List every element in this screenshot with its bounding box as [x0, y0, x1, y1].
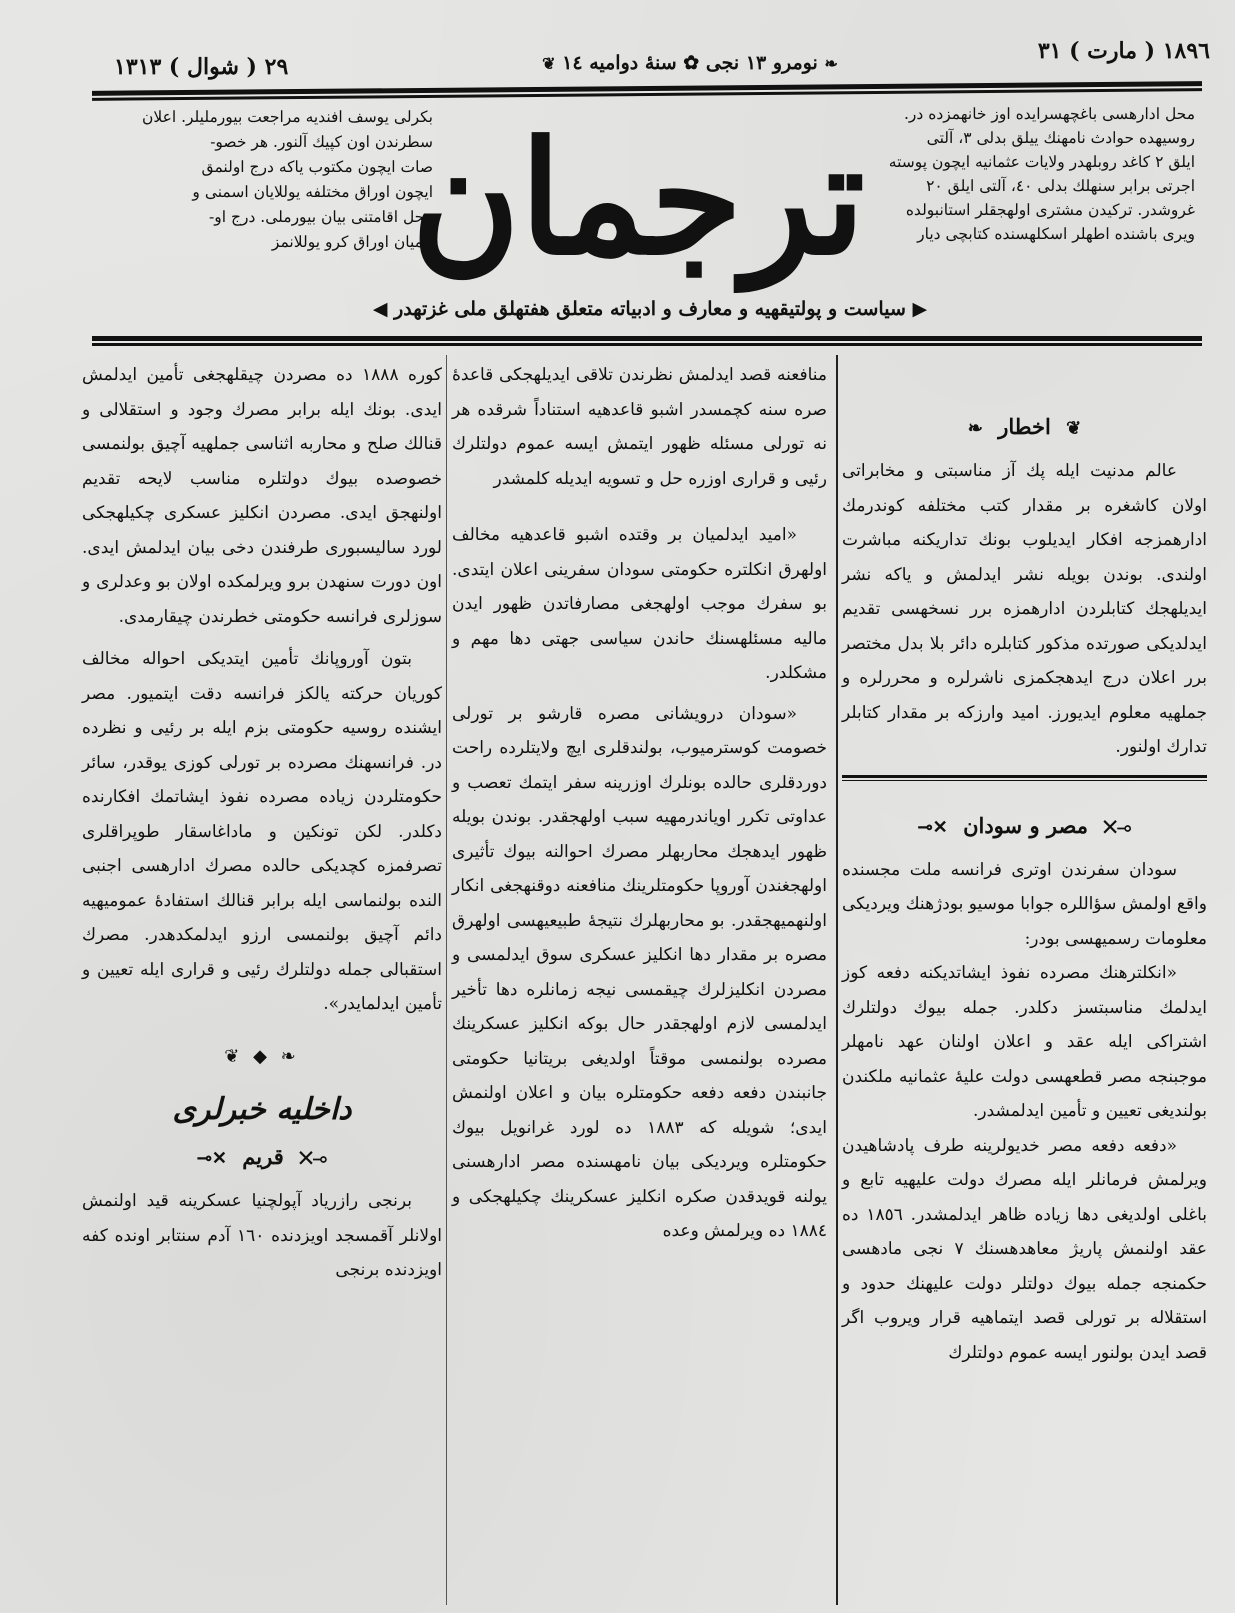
- domestic-news-title: داخلیه خبرلری: [172, 1092, 352, 1127]
- info-line: اجرتی برابر سنهلك بدلی ٤٠، آلتی ایلق ٢٠: [926, 177, 1195, 195]
- hijri-date: ٢٩ ( شوال ) ١٣١٣: [114, 54, 289, 80]
- subsection-paragraph: برنجی رازریاد آپولچنیا عسكرینه قید اولنمش اولانلر آقمسجد اویزدنده ١٦٠ آدم سنتابر اونده كفه اویزدنده برنجی: [82, 1191, 442, 1280]
- ornament-icon: ❧: [824, 54, 838, 73]
- subsection-heading: [82, 1142, 442, 1174]
- issue-text: نومرو ١٣ نجى ✿ سنهٔ دواميه ١٤: [562, 52, 818, 74]
- info-line: محل ادارهسی باغچهسرایده اوز خانهمزده در.: [903, 105, 1195, 123]
- arrow-right-icon: ◀: [372, 298, 388, 320]
- flourish-icon: ⟜✕: [299, 1148, 328, 1169]
- article-paragraph: «امید ایدلمیان بر وقتده اشبو قاعدهیه مخالف اولهرق انكلتره حكومتی سودان سفرینی اعلان ایتدی. بو سفرك موجب اولهجغی مصارفاتدن ظهور ایدن مالیه مسئلهسنك حاندن سیاسی جهتی دها مهم و مشكلدر.: [452, 525, 827, 683]
- flourish-icon: ✕⊸: [196, 1148, 227, 1169]
- masthead-rule: [92, 336, 1202, 343]
- section-rule: [842, 775, 1207, 781]
- article-paragraph: كوره ١٨٨٨ ده مصردن چیقلهجغی تأمین ایدلمش ایدی. بونك ایله برابر مصرك وجود و استقلالی و قنالك صلح و محاربه اثناسی جملهیه آچیق بولنمسی خصوصده بیوك دولتلره مناسب لایحه تقدیم اولنهجق ایدی. مصردن انكلیز عسكری چكیلهجكی لورد سالیسبوری طرفندن دخی بیان ایدلمش ایدی. اون دورت سنهدن برو ویرلمكده اولان بو وعدلری و سوزلری فرانسه حكومتی خطرندن چیقارمدی.: [82, 365, 442, 627]
- newspaper-title: ترجمان: [411, 106, 865, 290]
- gregorian-date: ١٨٩٦ ( مارت ) ٣١: [1037, 38, 1210, 64]
- info-line: سطرندن اون كپیك آلنور. هر خصو-: [210, 133, 433, 151]
- flourish-icon: ❦: [1066, 418, 1082, 439]
- arrow-left-icon: ▶: [912, 298, 928, 320]
- column-divider: [446, 355, 447, 1605]
- info-line: ویری باشنده اطهلر اسكلهسنده كتابچی دیار: [917, 225, 1195, 243]
- article-heading: [842, 811, 1207, 843]
- dateline: [100, 38, 1210, 78]
- info-line: صات ایچون مكتوب یاكه درج اولنمق: [201, 158, 433, 176]
- column-divider: [836, 355, 838, 1605]
- column-right: [842, 358, 1207, 1370]
- advertising-info: [88, 105, 433, 255]
- info-line: محل اقامتنی بیان بیورملی. درج او-: [209, 208, 433, 226]
- notice-heading: [842, 412, 1207, 444]
- info-line: لنمیان اوراق كرو یوللانمز: [271, 233, 433, 251]
- section-divider: ❧ ◆ ❦: [224, 1045, 300, 1067]
- flourish-icon: ⟜✕: [1103, 816, 1132, 838]
- info-line: غروشدر. تركیدن مشتری اولهجقلر استانبولده: [905, 201, 1195, 219]
- issue-number: [460, 52, 920, 74]
- info-line: بكرلی یوسف افندیه مراجعت بیورملیلر. اعلان: [141, 108, 433, 126]
- tagline-text: سیاست و پولتیقهیه و معارف و ادبیاته متعلق هفتهلق ملی غزتهدر: [394, 298, 906, 320]
- flourish-icon: ❧: [967, 418, 983, 439]
- info-line: ایلق ٢ كاغد روبلهدر ولایات عثمانیه ایچون پوسته: [888, 153, 1195, 171]
- flourish-icon: ✕⊸: [917, 816, 948, 838]
- article-paragraph: «سودان درویشانی مصره قارشو بر تورلی خصومت كوسترمیوب، بولندقلری ایچ ولایتلرده راحت دوردقلری حالده بونلرك اوزرینه سفر ایتمك تعصب و عداوتی تكرر اویاندرمهیه سبب اولهجقدر. بوندن بویله ظهور ایدهجك محاربهلر مصرك احوالنه بیوك تأثیری اولهجغندن آوروپا حكومتلرینك منافعنه دوقنهجغی انكار اولنهمیهجقدر. بو محاربهلرك نتیجهٔ طبیعیهسی اولهرق مصره بر مقدار دها انكلیز عسكری سوق ایدلمسی و مصردن انكلیزلرك چیقمسی نیجه زمانلره دها تأخیر ایدلمسی لازم اولهجقدر حال بوكه انكلیز عسكرینك مصرده بولنمسی موقتاً اولدیغی بریتانیا حكومتی جانبندن دفعه دفعه حكومتلره بیان و اعلان اولنمش ایدی؛ شویله كه ١٨٨٣ ده لورد غرانویل بیوك حكومتلره ویردیكی بیان نامهسنده مصر ادارهسنی یولنه قویدقدن صكره انكلیز عسكرینك چكیلهجكی و ١٨٨٤ ده ویرلمش وعده: [452, 703, 827, 1241]
- article-paragraph: «انكلترهنك مصرده نفوذ ایشاتدیكنه دفعه كوز ایدلمك مناسبتسز دكلدر. جمله بیوك دولتلرك اشتراكی ایله عقد و اعلان اولنان عهد نامهلر موجبنجه مصر قطعهسی دولت علیهٔ عثمانیه ملكندن بولندیغی تعیین و تأمین ایدلمشدر.: [842, 963, 1207, 1121]
- article-title: مصر و سودان: [963, 812, 1088, 838]
- article-paragraph: بتون آوروپانك تأمین ایتدیكی احواله مخالف كوریان حركته یالكز فرانسه دقت ایتمیور. مصر ایشنده روسیه حكومتی بزم ایله بر رئیی و نظرده در. فرانسهنك مصرده بر تورلی كوزی یوقدر، سائر حكومتلردن زیاده مصرده نفوذ ایشاتمك افكارنده دكلدر. لكن تونكین و ماداغاسقار طوپراقلری تصرفمزه كچدیكی حالده مصرك ادارهسی اجنبی النده بولنماسی ایله برابر قنالك استفادهٔ عمومیهیه دائم آچیق بولنمسی ارزو ایدلمكدهدر. مصرك استقبالی جمله دولتلرك رئیی و قراری ایله تعیین و تأمین ایدلمایدر».: [82, 649, 442, 1014]
- article-paragraph: منافعنه قصد ایدلمش نظرندن تلاقی ایدیلهجكی قاعدهٔ صره سنه كچمسدر اشبو قاعدهیه استناداً شرقده هر نه تورلی مسئله ظهور ایتمش ایسه عموم دولتلرك رئیی و قراری اوزره حل و تسویه ایدیله كلمشدر: [452, 365, 827, 489]
- column-middle: [452, 358, 827, 1249]
- notice-title: اخطار: [998, 414, 1051, 439]
- ornament-icon: ❦: [542, 54, 556, 73]
- subsection-title: قریم: [242, 1144, 284, 1169]
- article-paragraph: «دفعه دفعه مصر خدیولرینه طرف پادشاهیدن ویرلمش فرمانلر ایله مصرك دولت علیهیه تابع و باغلی اولدیغی دها زیاده ظاهر ایدلمشدر. ١٨٥٦ ده عقد اولنمش پاریژ معاهدهسنك ٧ نجی مادهسی حكمنجه جمله بیوك دولتلر دولت علیهنك حدود و استقلاله بر تورلی قصد ایتماهیه قرار ویروب اگر قصد ایدن بولنور ایسه عموم دولتلرك: [842, 1135, 1207, 1363]
- subscription-info: [850, 102, 1195, 246]
- info-line: روسیهده حوادث نامهنك ییلق بدلی ٣، آلتی: [926, 129, 1195, 147]
- column-left: [82, 358, 442, 1288]
- notice-paragraph: عالم مدنیت ایله پك آز مناسبتی و مخابراتی اولان كاشغره بر مقدار كتب مختلفه كوندرمك ادارهمزجه افكار ایدیلوب بونك تداریكنه مباشرت اولندی. بوندن بویله نشر ایدلمش و یاكه نشر ایدیلهجك كتابلردن ادارهمزه برر نسخهسی تقدیم ایدلدیكی صورتده مذكور كتابلره دائر بلا بدل مختصر برر اعلان درج ایدهجكمزی ناشرلره و محررلره و جملهیه معلوم ایدیورز. امید وارزكه بر مقدار كتابلر تدارك اولنور.: [842, 461, 1207, 757]
- tagline: [270, 298, 1030, 320]
- info-line: ایچون اوراق مختلفه یوللایان اسمنی و: [192, 183, 433, 201]
- article-paragraph: سودان سفرندن اوتری فرانسه ملت مجسنده واقع اولمش سؤاللره جوابا موسیو بودژهنك ویردیكی معلومات رسمیهسی بودر:: [842, 859, 1207, 949]
